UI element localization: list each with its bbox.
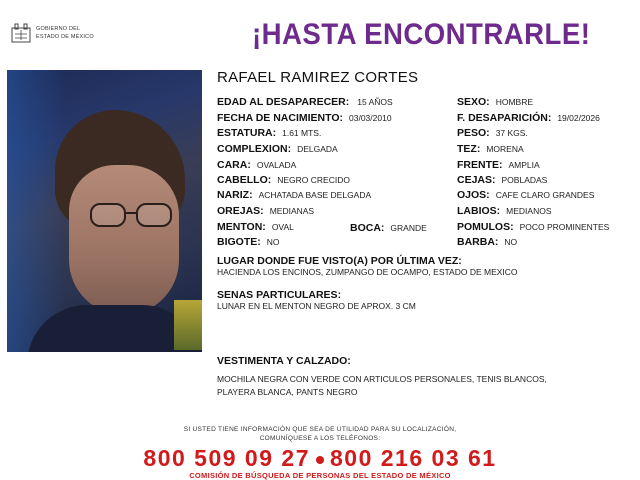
- footer-info-line2: COMUNÍQUESE A LOS TELÉFONOS:: [259, 435, 381, 442]
- field-value: NO: [266, 237, 280, 247]
- phone-2[interactable]: 800 216 03 61: [330, 445, 497, 471]
- field-value: POCO PROMINENTES: [519, 222, 610, 232]
- field-value: NO: [504, 237, 518, 247]
- phone-numbers: [0, 445, 640, 472]
- field-label: BARBA:: [457, 236, 499, 248]
- field-complexion: [217, 143, 338, 155]
- field-label: PESO:: [457, 127, 490, 139]
- logo-text: [36, 25, 94, 41]
- field-peso: [457, 127, 528, 139]
- field-label: COMPLEXION:: [217, 143, 292, 155]
- person-name: RAFAEL RAMIREZ CORTES: [217, 69, 419, 86]
- field-frente: [457, 159, 540, 171]
- last-seen-label: LUGAR DONDE FUE VISTO(A) POR ÚLTIMA VEZ:: [217, 255, 462, 267]
- field-label: OJOS:: [457, 189, 490, 201]
- phone-1[interactable]: 800 509 09 27: [143, 445, 310, 471]
- field-label: SEXO:: [457, 96, 490, 108]
- field-value: 15 AÑOS: [357, 97, 393, 107]
- field-value: OVALADA: [256, 160, 297, 170]
- government-logo: [10, 22, 120, 46]
- field-cabello: [217, 174, 350, 186]
- field-nariz: [217, 189, 371, 201]
- field-barba: [457, 236, 517, 248]
- field-label: F. DESAPARICIÓN:: [457, 112, 552, 124]
- field-label: TEZ:: [457, 143, 481, 155]
- field-fecha-nacimiento: [217, 112, 392, 124]
- marks-label: SENAS PARTICULARES:: [217, 289, 342, 301]
- field-value: NEGRO CRECIDO: [277, 175, 350, 185]
- clothing-line1: MOCHILA NEGRA CON VERDE CON ARTICULOS PERSONALES, TENIS BLANCOS,: [217, 374, 547, 384]
- field-boca: [350, 222, 427, 234]
- field-ojos: [457, 189, 594, 201]
- headline: ¡HASTA ENCONTRARLE!: [252, 18, 591, 51]
- bullet-icon: [316, 456, 324, 464]
- field-label: EDAD AL DESAPARECER:: [217, 96, 350, 108]
- field-label: ESTATURA:: [217, 127, 277, 139]
- field-value: OVAL: [271, 222, 294, 232]
- field-value: 03/03/2010: [349, 113, 392, 123]
- field-value: GRANDE: [390, 223, 427, 233]
- field-label: LABIOS:: [457, 205, 501, 217]
- field-value: MEDIANOS: [506, 206, 552, 216]
- field-label: CARA:: [217, 159, 251, 171]
- coat-of-arms-icon: [10, 22, 32, 44]
- field-estatura: [217, 127, 321, 139]
- field-label: CEJAS:: [457, 174, 496, 186]
- field-value: MORENA: [486, 144, 524, 154]
- field-cejas: [457, 174, 547, 186]
- footer-info-line1: SI USTED TIENE INFORMACIÓN QUE SEA DE UTILIDAD PARA SU LOCALIZACIÓN,: [183, 426, 457, 433]
- field-label: OREJAS:: [217, 205, 264, 217]
- field-value: POBLADAS: [501, 175, 548, 185]
- field-label: BIGOTE:: [217, 236, 261, 248]
- field-value: MEDIANAS: [269, 206, 315, 216]
- field-pomulos: [457, 221, 609, 233]
- field-label: CABELLO:: [217, 174, 272, 186]
- field-value: ACHATADA BASE DELGADA: [258, 190, 372, 200]
- field-value: 19/02/2026: [557, 113, 600, 123]
- last-seen-value: HACIENDA LOS ENCINOS, ZUMPANGO DE OCAMPO, ESTADO DE MEXICO: [217, 267, 518, 277]
- missing-person-photo: [7, 70, 202, 352]
- marks-value: LUNAR EN EL MENTON NEGRO DE APROX. 3 CM: [217, 301, 416, 311]
- field-label: NARIZ:: [217, 189, 253, 201]
- field-edad: [217, 96, 393, 108]
- field-menton: [217, 221, 294, 233]
- field-value: HOMBRE: [495, 97, 533, 107]
- field-orejas: [217, 205, 314, 217]
- logo-line2: ESTADO DE MÉXICO: [36, 34, 94, 40]
- field-label: MENTON:: [217, 221, 266, 233]
- field-sexo: [457, 96, 533, 108]
- field-cara: [217, 159, 296, 171]
- field-labios: [457, 205, 552, 217]
- field-tez: [457, 143, 524, 155]
- commission-name: COMISIÓN DE BÚSQUEDA DE PERSONAS DEL ESTADO DE MÉXICO: [189, 471, 451, 480]
- field-value: AMPLIA: [508, 160, 540, 170]
- clothing-line2: PLAYERA BLANCA, PANTS NEGRO: [217, 387, 358, 397]
- field-value: 37 KGS.: [495, 128, 528, 138]
- field-bigote: [217, 236, 280, 248]
- field-label: BOCA:: [350, 222, 385, 234]
- field-label: FRENTE:: [457, 159, 503, 171]
- field-value: CAFE CLARO GRANDES: [495, 190, 595, 200]
- field-label: POMULOS:: [457, 221, 514, 233]
- field-value: DELGADA: [297, 144, 338, 154]
- field-f-desaparicion: [457, 112, 600, 124]
- field-label: FECHA DE NACIMIENTO:: [217, 112, 343, 124]
- glasses-icon: [87, 200, 177, 230]
- clothing-label: VESTIMENTA Y CALZADO:: [217, 355, 351, 367]
- logo-line1: GOBIERNO DEL: [36, 26, 81, 32]
- field-value: 1.61 MTS.: [282, 128, 322, 138]
